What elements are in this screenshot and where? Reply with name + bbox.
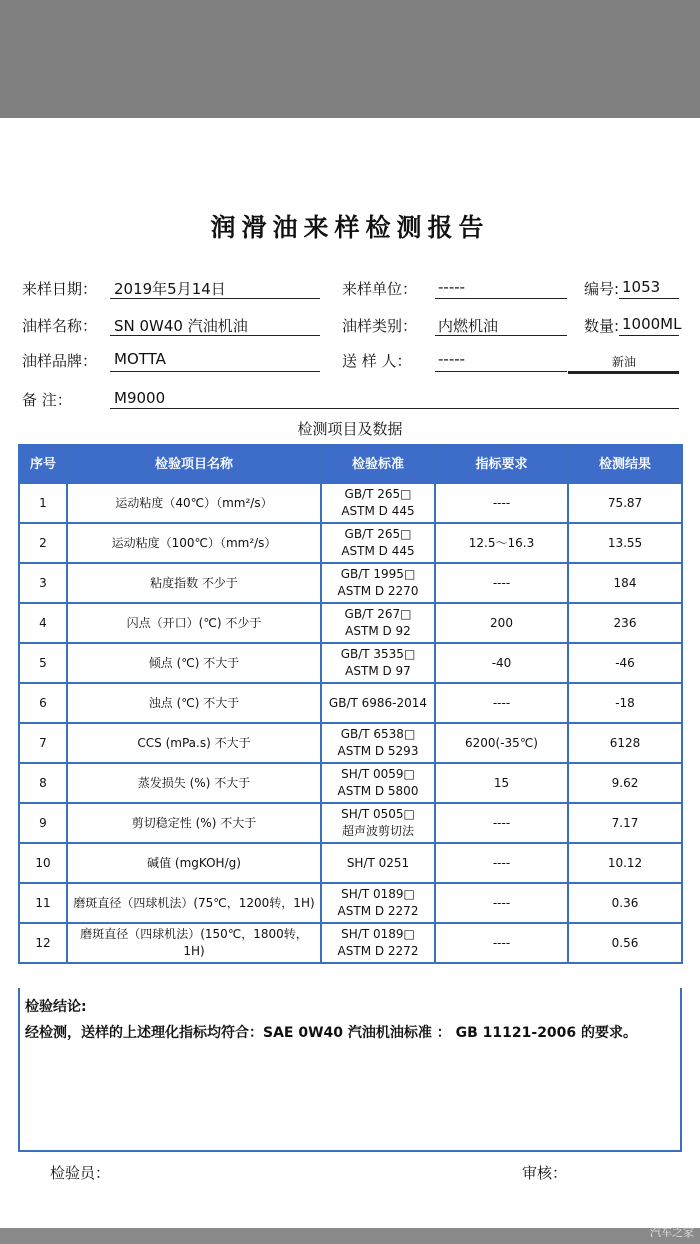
header-result: 检测结果 — [568, 445, 682, 483]
cell-requirement-text: ---- — [492, 695, 511, 710]
standard-line-1: SH/T 0251 — [346, 855, 410, 870]
oil-status-value: 新油 — [612, 355, 637, 369]
cell-no — [19, 683, 67, 723]
cell-requirement-text: 6200(-35℃) — [465, 735, 538, 750]
standard-line-1: GB/T 267□ — [344, 607, 412, 621]
cell-no-text: 7 — [39, 735, 47, 750]
quantity-value: 1000ML — [622, 315, 682, 333]
standard-line-2: ASTM D 92 — [345, 624, 411, 638]
remark-value: M9000 — [114, 389, 166, 407]
table-row — [19, 683, 682, 723]
brand-label: 油样品牌： — [22, 352, 98, 370]
bottom-bar — [0, 1228, 700, 1244]
cell-requirement-text: 12.5～16.3 — [468, 535, 535, 550]
table-row — [19, 723, 682, 763]
cell-item-text: 剪切稳定性 (%) 不大于 — [131, 815, 257, 830]
cell-item — [67, 723, 321, 763]
table-row — [19, 483, 682, 523]
number-value: 1053 — [622, 278, 661, 296]
cell-requirement-text: -40 — [491, 655, 512, 670]
name-label: 油样名称： — [22, 317, 98, 335]
cell-item — [67, 643, 321, 683]
cell-result — [568, 483, 682, 523]
cell-requirement-text: 200 — [490, 615, 513, 630]
conclusion-title: 检验结论: — [25, 999, 87, 1015]
cell-item — [67, 563, 321, 603]
sender-value: ----- — [438, 350, 466, 368]
table-row — [19, 803, 682, 843]
status-underline — [568, 371, 679, 374]
cell-result-text: 236 — [613, 615, 637, 630]
cell-standard — [321, 483, 435, 523]
cell-no-text: 11 — [35, 895, 51, 910]
cell-requirement — [435, 643, 568, 683]
cell-requirement — [435, 603, 568, 643]
cell-result — [568, 923, 682, 963]
standard-line-1: SH/T 0505□ — [341, 807, 415, 821]
table-row — [19, 883, 682, 923]
cell-requirement — [435, 483, 568, 523]
header-no: 序号 — [19, 445, 67, 483]
cell-no — [19, 723, 67, 763]
cell-result — [568, 563, 682, 603]
table-caption: 检测项目及数据 — [297, 420, 403, 438]
sender-underline — [435, 371, 567, 372]
cell-item — [67, 923, 321, 963]
cell-item — [67, 763, 321, 803]
cell-no-text: 10 — [35, 855, 51, 870]
sender-label: 送 样 人： — [342, 352, 412, 370]
standard-line-2: ASTM D 5800 — [337, 784, 419, 798]
watermark: 汽车之家 — [650, 1226, 694, 1239]
standard-line-2: ASTM D 2270 — [337, 584, 419, 598]
cell-standard — [321, 803, 435, 843]
cell-requirement — [435, 923, 568, 963]
cell-requirement-text: ---- — [492, 575, 511, 590]
cell-result-text: 75.87 — [607, 495, 643, 510]
cell-result — [568, 763, 682, 803]
cell-result-text: 7.17 — [611, 815, 639, 830]
cell-item-text: 磨斑直径（四球机法）(150℃，1800转，1H) — [80, 927, 308, 958]
standard-line-1: GB/T 265□ — [344, 527, 412, 541]
table-row — [19, 563, 682, 603]
cell-result — [568, 603, 682, 643]
standard-line-1: GB/T 6986-2014 — [328, 695, 428, 710]
cell-result — [568, 843, 682, 883]
number-underline — [619, 298, 679, 299]
cell-result-text: -18 — [615, 695, 635, 710]
standard-line-2: ASTM D 97 — [345, 664, 411, 678]
standard-line-1: GB/T 3535□ — [340, 647, 416, 661]
cell-item — [67, 803, 321, 843]
standard-line-2: ASTM D 445 — [341, 544, 415, 558]
cell-result-text: 6128 — [609, 735, 641, 750]
cell-result-text: 10.12 — [607, 855, 643, 870]
unit-label: 来样单位： — [342, 280, 418, 298]
cell-no — [19, 483, 67, 523]
brand-underline — [110, 371, 320, 372]
cell-item-text: 运动粘度（40℃）（mm²/s） — [115, 495, 273, 510]
cell-no — [19, 763, 67, 803]
cell-no-text: 4 — [39, 615, 47, 630]
cell-requirement — [435, 843, 568, 883]
cell-item — [67, 883, 321, 923]
cell-no-text: 6 — [39, 695, 47, 710]
report-title: 润滑油来样检测报告 — [210, 213, 490, 242]
cell-result — [568, 683, 682, 723]
standard-line-2: 超声波剪切法 — [341, 824, 414, 838]
cell-no — [19, 603, 67, 643]
cell-result-text: 0.56 — [611, 935, 639, 950]
cell-requirement — [435, 683, 568, 723]
cell-item-text: 运动粘度（100℃）（mm²/s） — [111, 535, 277, 550]
cell-standard — [321, 603, 435, 643]
date-label: 来样日期： — [22, 280, 98, 298]
table-row — [19, 843, 682, 883]
quantity-underline — [619, 335, 679, 336]
cell-requirement — [435, 563, 568, 603]
table-row — [19, 523, 682, 563]
cell-result-text: 13.55 — [607, 535, 643, 550]
cell-result — [568, 643, 682, 683]
cell-result — [568, 883, 682, 923]
standard-line-2: ASTM D 2272 — [337, 944, 419, 958]
cell-no-text: 5 — [39, 655, 47, 670]
conclusion-text: 经检测，送样的上述理化指标均符合：SAE 0W40 汽油机油标准 ： GB 11121-2006 的要求。 — [25, 1025, 638, 1041]
cell-result-text: 184 — [613, 575, 637, 590]
cell-item — [67, 603, 321, 643]
cell-no — [19, 643, 67, 683]
cell-no — [19, 523, 67, 563]
cell-result — [568, 803, 682, 843]
standard-line-2: ASTM D 2272 — [337, 904, 419, 918]
cell-item-text: 倾点 (℃) 不大于 — [148, 655, 240, 670]
standard-line-1: SH/T 0189□ — [341, 887, 415, 901]
cell-requirement — [435, 803, 568, 843]
standard-line-1: GB/T 1995□ — [340, 567, 416, 581]
cell-standard — [321, 923, 435, 963]
cell-standard — [321, 563, 435, 603]
cell-item-text: 闪点（开口）(℃) 不少于 — [126, 615, 262, 630]
table-row — [19, 923, 682, 963]
cell-standard — [321, 843, 435, 883]
cell-item — [67, 843, 321, 883]
unit-underline — [435, 298, 567, 299]
cell-standard — [321, 523, 435, 563]
remark-label: 备 注： — [22, 391, 72, 409]
cell-requirement — [435, 523, 568, 563]
cell-result — [568, 523, 682, 563]
reviewer-label: 审核： — [522, 1164, 568, 1182]
number-label: 编号: — [584, 280, 620, 298]
cell-no-text: 1 — [39, 495, 47, 510]
cell-no-text: 8 — [39, 775, 47, 790]
standard-line-1: GB/T 6538□ — [340, 727, 416, 741]
type-label: 油样类别： — [342, 317, 418, 335]
cell-no-text: 12 — [35, 935, 51, 950]
cell-requirement — [435, 763, 568, 803]
cell-item-text: 磨斑直径（四球机法）(75℃，1200转，1H) — [73, 895, 315, 910]
unit-value: ----- — [438, 278, 466, 296]
top-bar — [0, 0, 700, 118]
table-row — [19, 763, 682, 803]
cell-standard — [321, 683, 435, 723]
remark-underline — [110, 408, 679, 409]
cell-requirement-text: 15 — [493, 775, 510, 790]
header-requirement: 指标要求 — [435, 445, 568, 483]
cell-no — [19, 843, 67, 883]
header-standard: 检验标准 — [321, 445, 435, 483]
type-underline — [435, 335, 567, 336]
standard-line-1: SH/T 0059□ — [341, 767, 415, 781]
standard-line-1: SH/T 0189□ — [341, 927, 415, 941]
cell-no — [19, 563, 67, 603]
quantity-label: 数量: — [584, 317, 620, 335]
cell-item-text: 碱值 (mgKOH/g) — [147, 855, 241, 870]
conclusion-box — [18, 988, 682, 1152]
name-value: SN 0W40 汽油机油 — [114, 317, 248, 335]
standard-line-2: ASTM D 5293 — [337, 744, 419, 758]
cell-item — [67, 483, 321, 523]
cell-result-text: -46 — [615, 655, 635, 670]
cell-result-text: 9.62 — [611, 775, 639, 790]
cell-no-text: 3 — [39, 575, 47, 590]
cell-standard — [321, 643, 435, 683]
cell-item-text: 浊点 (℃) 不大于 — [148, 695, 240, 710]
cell-result-text: 0.36 — [611, 895, 639, 910]
cell-no-text: 9 — [39, 815, 47, 830]
table-row — [19, 643, 682, 683]
date-underline — [110, 298, 320, 299]
cell-requirement-text: ---- — [492, 935, 511, 950]
inspector-label: 检验员： — [50, 1164, 111, 1182]
cell-requirement-text: ---- — [492, 815, 511, 830]
cell-standard — [321, 763, 435, 803]
table-header-row — [19, 445, 682, 483]
cell-result — [568, 723, 682, 763]
cell-item-text: 蒸发损失 (%) 不大于 — [137, 775, 251, 790]
cell-requirement — [435, 723, 568, 763]
cell-standard — [321, 883, 435, 923]
cell-no-text: 2 — [39, 535, 47, 550]
table-row — [19, 603, 682, 643]
cell-item — [67, 683, 321, 723]
cell-requirement-text: ---- — [492, 495, 511, 510]
header-item: 检验项目名称 — [67, 445, 321, 483]
cell-requirement-text: ---- — [492, 895, 511, 910]
standard-line-1: GB/T 265□ — [344, 487, 412, 501]
cell-item — [67, 523, 321, 563]
date-value: 2019年5月14日 — [114, 280, 226, 298]
cell-no — [19, 803, 67, 843]
test-results-table — [18, 444, 683, 964]
cell-requirement-text: ---- — [492, 855, 511, 870]
brand-value: MOTTA — [114, 350, 166, 368]
cell-item-text: 粘度指数 不少于 — [150, 575, 238, 590]
name-underline — [110, 335, 320, 336]
cell-requirement — [435, 883, 568, 923]
cell-no — [19, 923, 67, 963]
type-value: 内燃机油 — [438, 317, 499, 335]
cell-standard — [321, 723, 435, 763]
cell-item-text: CCS (mPa.s) 不大于 — [137, 735, 251, 750]
standard-line-2: ASTM D 445 — [341, 504, 415, 518]
cell-no — [19, 883, 67, 923]
